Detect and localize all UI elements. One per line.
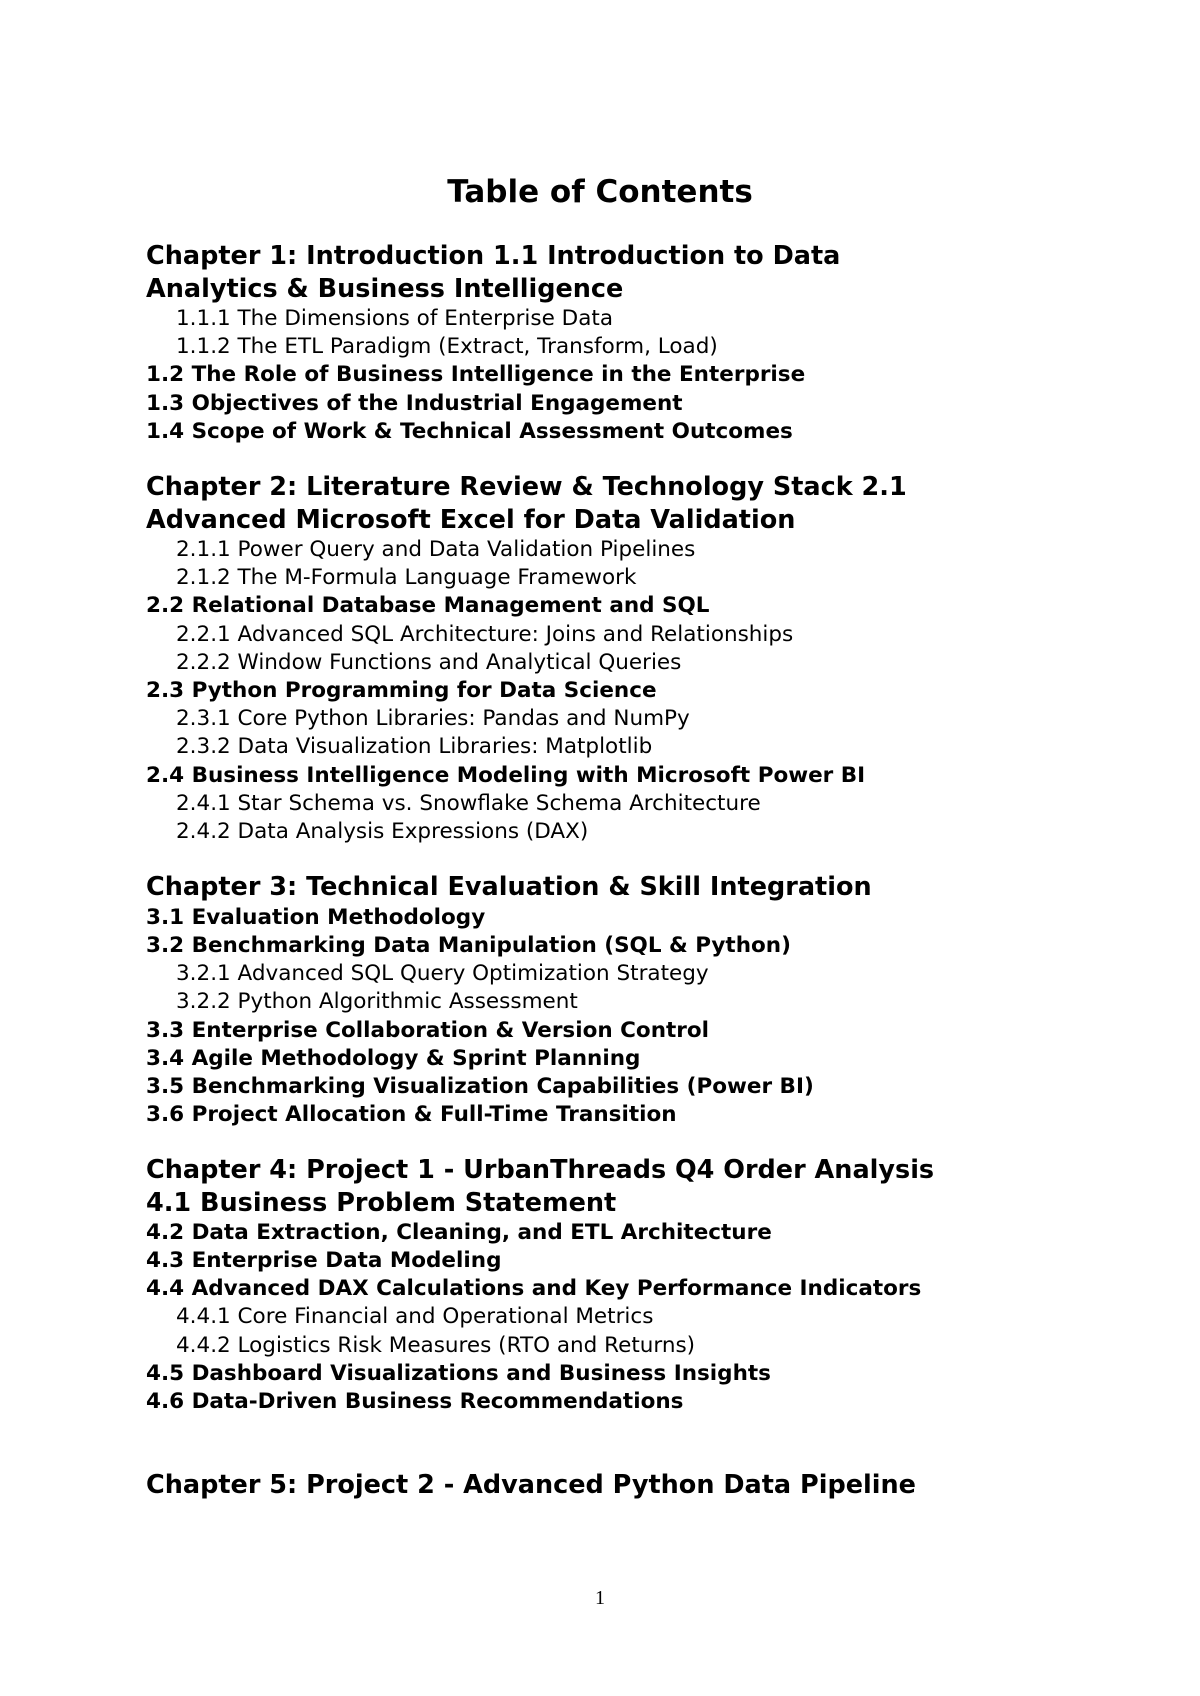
page-title: Table of Contents <box>447 174 753 210</box>
toc-entry-3-2-1: 3.2.1 Advanced SQL Query Optimization Strategy <box>176 961 709 987</box>
toc-entry-2-2-2: 2.2.2 Window Functions and Analytical Queries <box>176 649 682 675</box>
toc-entry-3-2-2: 3.2.2 Python Algorithmic Assessment <box>176 989 578 1015</box>
chapter-5-heading: Chapter 5: Project 2 - Advanced Python Data Pipeline <box>146 1470 916 1501</box>
toc-entry-3-6: 3.6 Project Allocation & Full-Time Transition <box>146 1102 677 1128</box>
toc-entry-4-2: 4.2 Data Extraction, Cleaning, and ETL Architecture <box>146 1219 772 1245</box>
toc-entry-2-1-1: 2.1.1 Power Query and Data Validation Pipelines <box>176 537 696 563</box>
chapter-1-heading-line-1: Chapter 1: Introduction 1.1 Introduction to Data <box>146 241 841 271</box>
chapter-2-heading-line-1: Chapter 2: Literature Review & Technology Stack 2.1 <box>146 472 907 503</box>
toc-entry-4-1: 4.1 Business Problem Statement <box>146 1187 617 1218</box>
toc-entry-3-1: 3.1 Evaluation Methodology <box>146 904 486 930</box>
toc-entry-2-3-2: 2.3.2 Data Visualization Libraries: Matplotlib <box>176 734 653 760</box>
toc-entry-3-3: 3.3 Enterprise Collaboration & Version Control <box>146 1017 710 1043</box>
toc-entry-4-4-2: 4.4.2 Logistics Risk Measures (RTO and Returns) <box>176 1332 696 1358</box>
toc-entry-1-4: 1.4 Scope of Work & Technical Assessment Outcomes <box>146 418 793 444</box>
toc-entry-3-4: 3.4 Agile Methodology & Sprint Planning <box>146 1045 641 1071</box>
toc-entry-3-2: 3.2 Benchmarking Data Manipulation (SQL & Python) <box>146 932 791 958</box>
toc-entry-4-4-1: 4.4.1 Core Financial and Operational Metrics <box>176 1304 654 1330</box>
toc-entry-4-4: 4.4 Advanced DAX Calculations and Key Performance Indicators <box>146 1276 922 1302</box>
toc-entry-2-3-1: 2.3.1 Core Python Libraries: Pandas and NumPy <box>176 706 690 732</box>
toc-entry-2-4-2: 2.4.2 Data Analysis Expressions (DAX) <box>176 819 589 845</box>
page-number: 1 <box>595 1587 605 1609</box>
toc-entry-1-3: 1.3 Objectives of the Industrial Engagement <box>146 390 683 416</box>
toc-entry-1-1-2: 1.1.2 The ETL Paradigm (Extract, Transform, Load) <box>176 334 718 360</box>
table-of-contents <box>146 240 1146 1502</box>
toc-entry-2-1-2: 2.1.2 The M-Formula Language Framework <box>176 565 637 591</box>
toc-entry-4-6: 4.6 Data-Driven Business Recommendations <box>146 1389 684 1415</box>
chapter-3-heading: Chapter 3: Technical Evaluation & Skill Integration <box>146 872 872 903</box>
toc-entry-2-3: 2.3 Python Programming for Data Science <box>146 678 657 704</box>
chapter-2-heading-line-2: Advanced Microsoft Excel for Data Validation <box>146 504 796 535</box>
chapter-4-heading-line-1: Chapter 4: Project 1 - UrbanThreads Q4 Order Analysis <box>146 1155 935 1186</box>
toc-entry-2-2: 2.2 Relational Database Management and SQL <box>146 593 710 619</box>
toc-entry-2-4: 2.4 Business Intelligence Modeling with Microsoft Power BI <box>146 762 866 788</box>
toc-entry-3-5: 3.5 Benchmarking Visualization Capabilities (Power BI) <box>146 1073 814 1099</box>
toc-entry-4-3: 4.3 Enterprise Data Modeling <box>146 1248 502 1274</box>
chapter-1-heading-line-2: Analytics & Business Intelligence <box>146 273 624 304</box>
toc-entry-4-5: 4.5 Dashboard Visualizations and Business Insights <box>146 1360 771 1386</box>
toc-entry-1-1-1: 1.1.1 The Dimensions of Enterprise Data <box>176 306 614 331</box>
toc-entry-1-2: 1.2 The Role of Business Intelligence in the Enterprise <box>146 362 806 388</box>
toc-entry-2-2-1: 2.2.1 Advanced SQL Architecture: Joins and Relationships <box>176 621 794 647</box>
toc-entry-2-4-1: 2.4.1 Star Schema vs. Snowflake Schema Architecture <box>176 790 761 816</box>
